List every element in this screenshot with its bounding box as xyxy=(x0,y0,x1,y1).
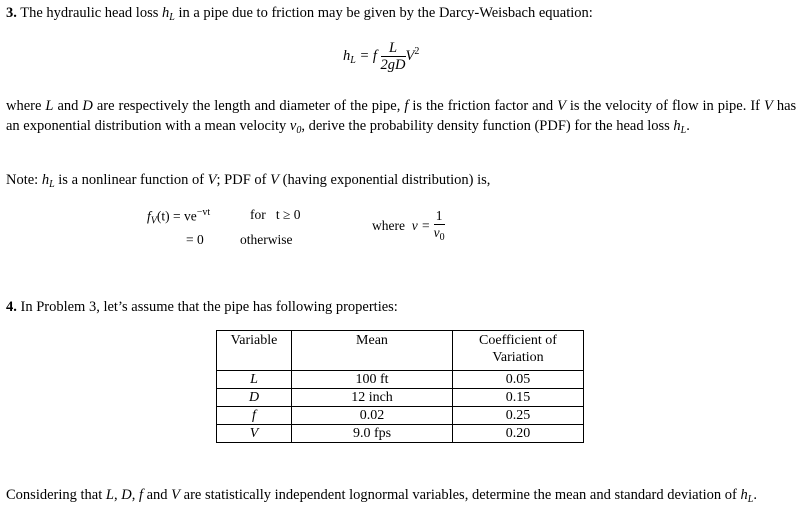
darcy-weisbach-equation: $h_L = f$ $\frac{L}{2gD}$ $V^2$ xyxy=(343,40,420,73)
table-row xyxy=(217,389,584,407)
mean-cell: 12 inch xyxy=(292,389,453,407)
variable-cell: L xyxy=(217,371,292,389)
problem-3-body: where L and D are respectively the length and diameter of the pipe, f is the friction factor and V is the velocity of flow in pipe. If V has an exponential distribution with a mean velocity $v_0$, derive the probability density function (PDF) for the head loss $h_L$. xyxy=(6,98,797,136)
cov-cell: 0.15 xyxy=(453,389,584,407)
cov-cell: 0.25 xyxy=(453,407,584,425)
pipe-properties-table xyxy=(216,330,584,443)
pdf-condition: for t ≥ 0 xyxy=(250,207,301,222)
nu-fraction: $\frac{1}{v_0}$ xyxy=(433,208,445,243)
pdf-zero-case: = 0 xyxy=(186,232,204,247)
nu-definition: where v = $\frac{1}{v_0}$ xyxy=(372,208,445,246)
header-mean: Mean xyxy=(292,331,453,371)
table-header-row xyxy=(217,331,584,371)
mean-cell: 0.02 xyxy=(292,407,453,425)
problem-3-intro: 3. The hydraulic head loss $h_L$ in a pipe due to friction may be given by the Darcy-Weisbach equation: xyxy=(6,5,593,23)
header-cov: Coefficient of Variation xyxy=(453,331,584,371)
table-row xyxy=(217,407,584,425)
problem-3-number: 3. xyxy=(6,5,17,21)
header-variable: Variable xyxy=(217,331,292,371)
mean-cell: 100 ft xyxy=(292,371,453,389)
variable-cell: D xyxy=(217,389,292,407)
problem-4-intro: 4. In Problem 3, let’s assume that the pipe has following properties: xyxy=(6,299,398,315)
pdf-definition: $f_V(t) = ve^{-vt}$ xyxy=(147,207,211,227)
problem-4-number: 4. xyxy=(6,299,17,315)
table-row xyxy=(217,371,584,389)
mean-cell: 9.0 fps xyxy=(292,425,453,443)
closing-paragraph: Considering that L, D, f and V are statistically independent lognormal variables, determine the mean and standard deviation of $h_L$. xyxy=(6,487,757,505)
table-row xyxy=(217,425,584,443)
cov-cell: 0.20 xyxy=(453,425,584,443)
variable-cell: V xyxy=(217,425,292,443)
equation-fraction: $\frac{L}{2gD}$ xyxy=(380,40,406,73)
pdf-otherwise: otherwise xyxy=(240,232,293,247)
cov-cell: 0.05 xyxy=(453,371,584,389)
variable-cell: f xyxy=(217,407,292,425)
note-line: Note: $h_L$ is a nonlinear function of V; PDF of V (having exponential distribution) is, xyxy=(6,172,491,190)
